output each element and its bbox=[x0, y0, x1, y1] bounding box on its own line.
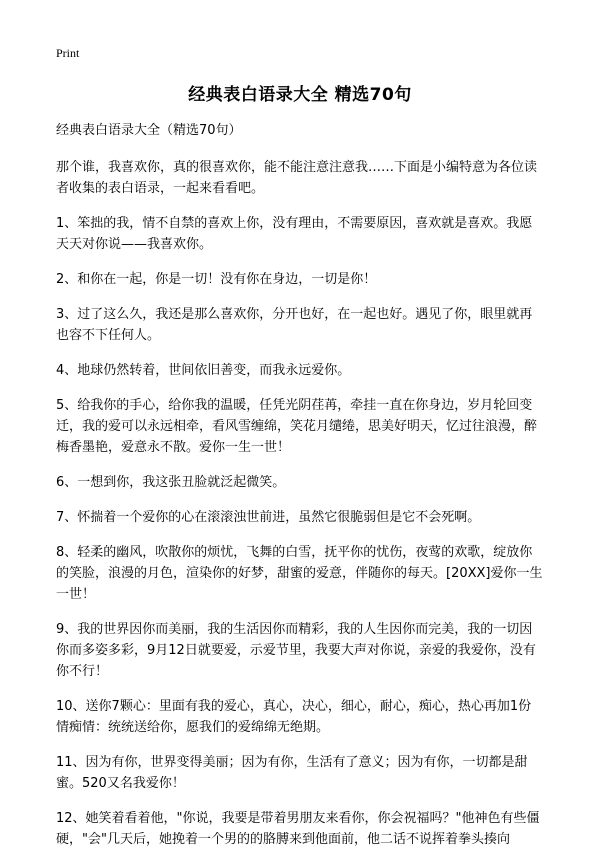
article-paragraph: 9、我的世界因你而美丽，我的生活因你而精彩，我的人生因你而完美，我的一切因你而多姿多彩，9月12日就要爱，示爱节里，我要大声对你说，亲爱的我爱你，没有你不行！ bbox=[56, 622, 536, 679]
article-paragraph: 2、和你在一起，你是一切！没有你在身边，一切是你！ bbox=[56, 272, 377, 287]
print-link[interactable]: Print bbox=[56, 46, 80, 60]
article-subtitle: 经典表白语录大全（精选70句） bbox=[56, 123, 242, 138]
article-intro: 那个谁，我喜欢你，真的很喜欢你，能不能注意注意我……下面是小编特意为各位读者收集的表白语录，一起来看看吧。 bbox=[56, 160, 538, 196]
article-paragraph: 8、轻柔的幽风，吹散你的烦忧，飞舞的白雪，抚平你的忧伤，夜莺的欢歌，绽放你的笑脸，浪漫的月色，渲染你的好梦，甜蜜的爱意，伴随你的每天。[20XX]爱你一生一世！ bbox=[56, 545, 543, 602]
article-paragraph: 5、给我你的手心，给你我的温暖，任凭光阴荏苒，牵挂一直在你身边，岁月轮回变迁，我的爱可以永远相牵，看风雪缠绵，笑花月缱绻，思美好明天，忆过往浪漫，醉梅香墨艳，爱意永不散。爱你一生一世！ bbox=[56, 398, 538, 455]
article-paragraph: 6、一想到你，我这张丑脸就泛起微笑。 bbox=[56, 475, 286, 490]
article-paragraph: 11、因为有你，世界变得美丽；因为有你，生活有了意义；因为有你，一切都是甜蜜。520又名我爱你！ bbox=[56, 755, 528, 791]
article-paragraph: 7、怀揣着一个爱你的心在滚滚浊世前进，虽然它很脆弱但是它不会死啊。 bbox=[56, 510, 481, 525]
article-paragraph: 1、笨拙的我，情不自禁的喜欢上你，没有理由，不需要原因，喜欢就是喜欢。我愿天天对你说——我喜欢你。 bbox=[56, 216, 533, 252]
article-paragraph: 4、地球仍然转着，世间依旧善变，而我永远爱你。 bbox=[56, 363, 351, 378]
article-paragraph: 3、过了这么久，我还是那么喜欢你，分开也好，在一起也好。遇见了你，眼里就再也容不下任何人。 bbox=[56, 307, 533, 343]
article-body bbox=[56, 120, 544, 864]
article-paragraph: 12、她笑着看着他，"你说，我要是带着男朋友来看你，你会祝福吗？"他神色有些僵硬，"会"几天后，她挽着一个男的的胳膊来到他面前，他二话不说挥着拳头揍向 bbox=[56, 811, 540, 847]
page-title: 经典表白语录大全 精选70句 bbox=[188, 85, 412, 105]
article-paragraph: 10、送你7颗心：里面有我的爱心，真心，决心，细心，耐心，痴心，热心再加1份情痴情：统统送给你，愿我们的爱绵绵无绝期。 bbox=[56, 699, 532, 735]
